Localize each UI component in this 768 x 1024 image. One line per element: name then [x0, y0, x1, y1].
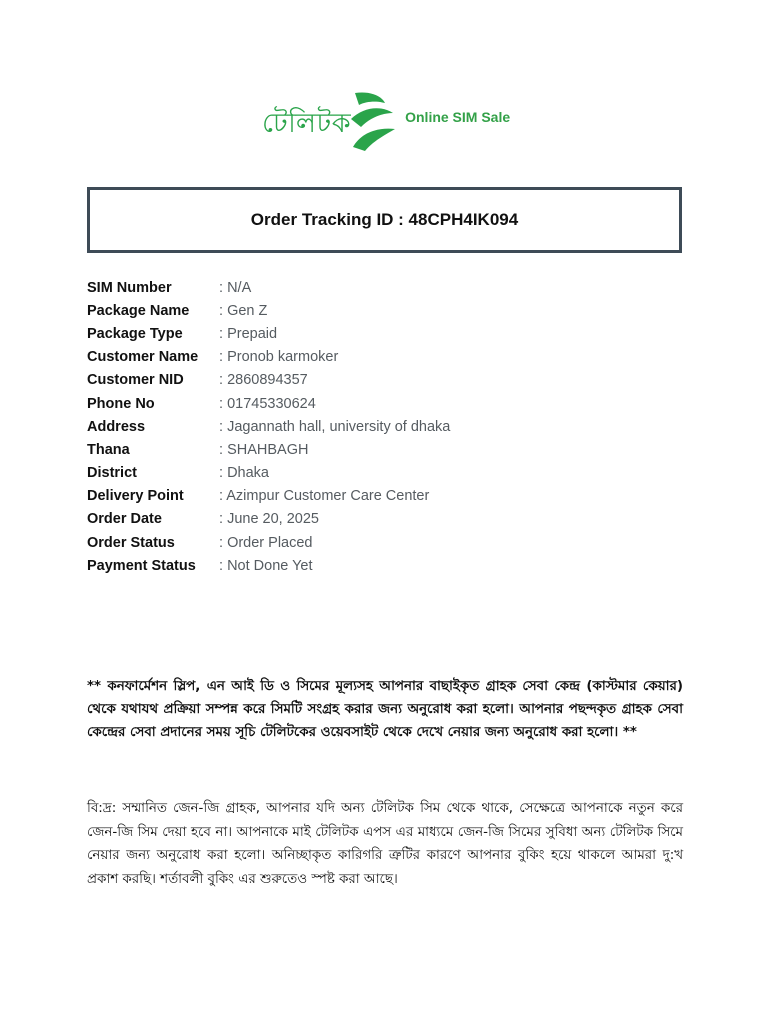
disclaimer-notice: বি:দ্র: সম্মানিত জেন-জি গ্রাহক, আপনার যদি অন্য টেলিটক সিম থেকে থাকে, সেক্ষেত্রে আপনাকে নতুন করে জেন-জি সিম দেয়া হবে না। আপনাকে মাই টেলিটক এপস এর মাধ্যমে জেন-জি সিমের সুবিধা অন্য টেলিটক সিমে নেয়ার জন্য অনুরোধ করা হলো। অনিচ্ছাকৃত কারিগরি ত্রুটির কারণে আপনার বুকিং হয়ে থাকলে আমরা দু:খ প্রকাশ করছি। শর্তাবলী বুকিং এর শুরুতেও স্পষ্ট করা আছে। [87, 801, 683, 887]
detail-value: : Jagannath hall, university of dhaka [219, 419, 450, 435]
detail-row-delivery-point [87, 485, 687, 508]
detail-row-thana [87, 438, 687, 461]
detail-row-package-name [87, 299, 687, 322]
detail-value: : Azimpur Customer Care Center [219, 488, 429, 504]
detail-label: Thana [87, 441, 130, 458]
detail-label: Order Status [87, 534, 175, 551]
logo-tagline: Online SIM Sale [405, 109, 511, 125]
detail-row-sim-number [87, 276, 687, 299]
detail-row-package-type [87, 322, 687, 345]
detail-row-order-date [87, 508, 687, 531]
detail-value: : Pronob karmoker [219, 349, 338, 365]
detail-row-district [87, 462, 687, 485]
detail-label: Customer NID [87, 372, 184, 389]
detail-row-address [87, 415, 687, 438]
detail-value: : Not Done Yet [219, 558, 313, 574]
detail-value: : Prepaid [219, 326, 277, 342]
detail-value: : N/A [219, 280, 251, 296]
detail-row-order-status [87, 531, 687, 554]
detail-row-customer-name [87, 346, 687, 369]
detail-label: Package Type [87, 325, 183, 342]
teletalk-leaf-icon [347, 89, 399, 151]
logo-wordmark: টেলিটক [262, 107, 352, 139]
teletalk-logo [262, 88, 510, 152]
detail-label: Package Name [87, 302, 190, 319]
detail-row-phone-no [87, 392, 687, 415]
detail-label: Phone No [87, 395, 155, 412]
detail-label: Payment Status [87, 557, 196, 574]
detail-label: Delivery Point [87, 488, 184, 505]
detail-value: : Dhaka [219, 465, 269, 481]
detail-label: Customer Name [87, 349, 199, 366]
detail-label: Order Date [87, 511, 162, 528]
tracking-id-title: Order Tracking ID : 48CPH4IK094 [250, 210, 519, 229]
detail-value: : Gen Z [219, 303, 267, 319]
detail-value: : June 20, 2025 [219, 511, 319, 527]
detail-value: : SHAHBAGH [219, 442, 308, 458]
detail-label: Address [87, 418, 146, 435]
detail-label: District [87, 465, 137, 482]
confirmation-notice: ** কনফার্মেশন স্লিপ, এন আই ডি ও সিমের মূল্যসহ আপনার বাছাইকৃত গ্রাহক সেবা কেন্দ্র (কাস্টমার কেয়ার) থেকে যথাযথ প্রক্রিয়া সম্পন্ন করে সিমটি সংগ্রহ করার জন্য অনুরোধ করা হলো। আপনার পছন্দকৃত গ্রাহক সেবা কেন্দ্রের সেবা প্রদানের সময় সূচি টেলিটকের ওয়েবসাইট থেকে দেখে নেয়ার জন্য অনুরোধ করা হলো। ** [87, 679, 683, 740]
tracking-id-box [87, 187, 682, 253]
detail-value: : 01745330624 [219, 396, 316, 412]
detail-row-customer-nid [87, 369, 687, 392]
detail-row-payment-status [87, 554, 687, 577]
detail-value: : 2860894357 [219, 372, 308, 388]
detail-value: : Order Placed [219, 535, 313, 551]
order-details [87, 276, 687, 577]
detail-label: SIM Number [87, 279, 172, 296]
